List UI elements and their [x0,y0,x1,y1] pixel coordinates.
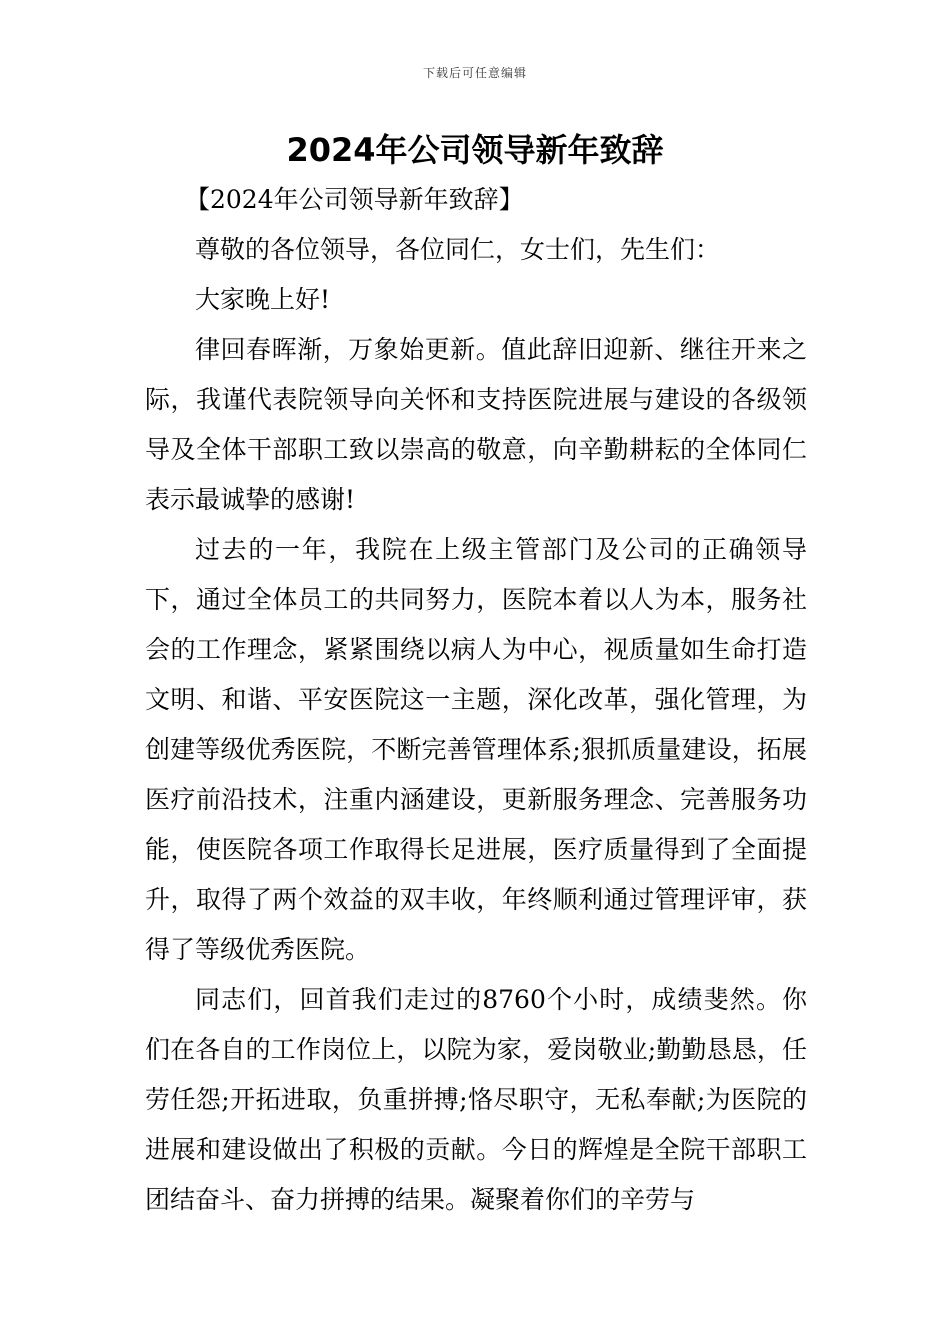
document-body [145,175,807,1225]
page-header-note: 下载后可任意编辑 [422,66,527,80]
paragraph-intro: 律回春晖渐，万象始更新。值此辞旧迎新、继往开来之际，我谨代表院领导向关怀和支持医院进展与建设的各级领导及全体干部职工致以崇高的敬意，向辛勤耕耘的全体同仁表示最诚挚的感谢! [145,335,807,514]
paragraph-greeting: 大家晚上好! [195,285,331,314]
document-subtitle: 【2024年公司领导新年致辞】 [185,185,524,214]
document-title: 2024年公司领导新年致辞 [286,131,664,169]
paragraph-thanks: 同志们，回首我们走过的8760个小时，成绩斐然。你们在各自的工作岗位上，以院为家，爱岗敬业;勤勤恳恳，任劳任怨;开拓进取，负重拼搏;恪尽职守，无私奉献;为医院的进展和建设做出了积极的贡献。今日的辉煌是全院干部职工团结奋斗、奋力拼搏的结果。凝聚着你们的辛劳与 [145,985,807,1214]
paragraph-review: 过去的一年，我院在上级主管部门及公司的正确领导下，通过全体员工的共同努力，医院本着以人为本，服务社会的工作理念，紧紧围绕以病人为中心，视质量如生命打造文明、和谐、平安医院这一主题，深化改革，强化管理，为创建等级优秀医院，不断完善管理体系;狠抓质量建设，拓展医疗前沿技术，注重内涵建设，更新服务理念、完善服务功能，使医院各项工作取得长足进展，医疗质量得到了全面提升，取得了两个效益的双丰收，年终顺利通过管理评审，获得了等级优秀医院。 [145,535,807,964]
paragraph-salutation: 尊敬的各位领导，各位同仁，女士们，先生们： [195,235,721,264]
